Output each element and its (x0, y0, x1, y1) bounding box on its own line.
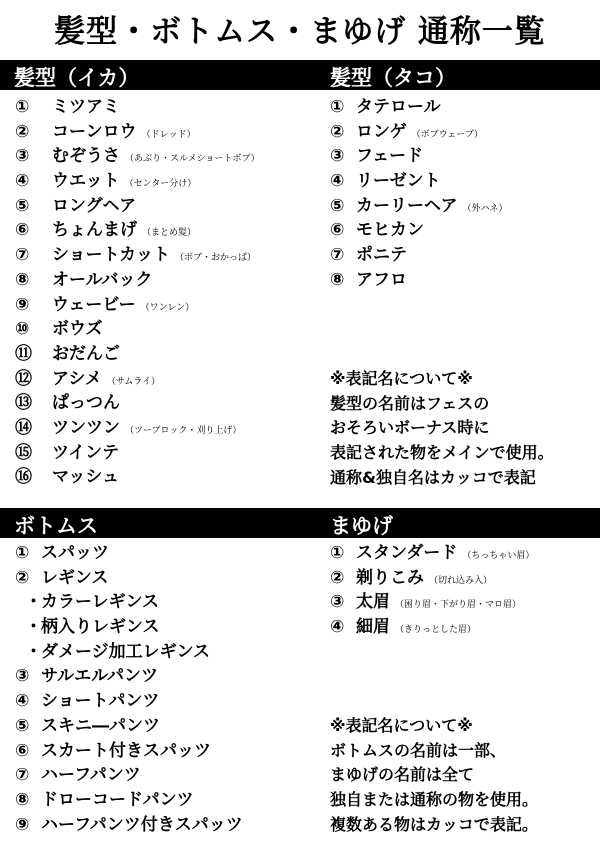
item-note: （困り眉・下がり眉・マロ眉） (395, 600, 522, 611)
item-note: （ボブ・おかっぱ） (174, 253, 256, 264)
hair-note-line: 髪型の名前はフェスの (330, 393, 490, 413)
eyebrow-note-line: 複数ある物はカッコで表記。 (330, 814, 538, 834)
item-note: （外ハネ） (462, 203, 508, 214)
hair-squid-item (15, 268, 260, 293)
hair-squid-item (15, 293, 260, 318)
hair-squid-item (15, 416, 260, 441)
item-name: ツインテ (52, 442, 120, 463)
item-name: リーゼント (356, 171, 441, 192)
item-name: カーリーヘア (356, 195, 458, 216)
item-number: ③ (330, 146, 345, 167)
bottoms-item (15, 664, 243, 689)
item-name: ショートパンツ (41, 691, 160, 712)
item-note: （あぶり・スルメショートボブ） (125, 154, 260, 165)
eyebrow-note-line: まゆげの名前は全て (330, 765, 475, 785)
hair-squid-item (15, 342, 260, 367)
item-number: ③ (15, 666, 30, 687)
header-eyebrows: まゆげ (330, 514, 393, 538)
item-name: 柄入りレギンス (41, 617, 160, 638)
hair-squid-item (15, 317, 260, 342)
item-name: ぱっつん (52, 393, 120, 414)
hair-squid-item (15, 465, 260, 490)
item-name: マッシュ (52, 467, 119, 488)
item-number: ① (330, 543, 345, 563)
item-number: ⑤ (330, 195, 345, 216)
bottoms-item (15, 590, 243, 615)
bottoms-item (15, 640, 243, 665)
hair-squid-item (15, 243, 260, 268)
item-name: モヒカン (356, 220, 424, 241)
item-number: ⑤ (15, 715, 30, 736)
item-note: （ツーブロック・刈り上げ） (125, 425, 242, 436)
item-name: レギンス (41, 567, 109, 588)
item-name: おだんご (52, 343, 120, 364)
item-name: ポニテ (356, 245, 407, 266)
bullet-marker: ・ (25, 641, 42, 662)
hair-squid-item (15, 441, 260, 466)
bullet-marker: ・ (25, 617, 42, 638)
item-note: （ボブウェーブ） (411, 129, 483, 140)
item-number: ⑫ (15, 368, 32, 389)
hair-octo-item (330, 218, 508, 243)
item-name: 剃りこみ (356, 567, 424, 588)
item-number: ④ (15, 691, 30, 712)
item-name: スキニ―パンツ (41, 715, 160, 736)
hair-note-line: おそろいボーナス時に (330, 418, 490, 438)
item-name: 太眉 (356, 592, 390, 613)
bottoms-item (15, 541, 243, 566)
header-bottoms: ボトムス (14, 514, 98, 538)
item-number: ⑯ (15, 467, 32, 488)
item-name: 細眉 (356, 617, 390, 638)
hair-squid-item (15, 120, 260, 145)
item-number: ② (15, 121, 30, 142)
item-name: ロングヘア (52, 195, 137, 216)
hair-squid-item (15, 95, 260, 120)
item-number: ⑥ (15, 740, 30, 761)
item-number: ⑨ (15, 294, 30, 315)
item-name: ウエット (52, 171, 120, 192)
item-number: ⑩ (15, 319, 30, 340)
hair-squid-list (15, 95, 260, 490)
item-number: ③ (330, 592, 345, 613)
item-number: ⑦ (15, 765, 30, 786)
hair-squid-item (15, 391, 260, 416)
item-name: ボウズ (52, 319, 103, 340)
hair-octo-item (330, 268, 508, 293)
hair-squid-item (15, 194, 260, 219)
item-name: むぞうさ (52, 146, 120, 167)
eyebrow-note-heading: ※表記名について※ (330, 716, 473, 735)
hair-note-heading: ※表記名について※ (330, 369, 473, 388)
bottoms-item (15, 566, 243, 591)
hair-octo-item (330, 194, 508, 219)
eyebrow-note-line: ボトムスの名前は一部、 (330, 740, 507, 760)
item-number: ⑥ (15, 220, 30, 241)
bottoms-item (15, 689, 243, 714)
item-name: オールバック (52, 269, 153, 290)
item-note: （センター分け） (124, 179, 197, 190)
item-number: ⑧ (15, 269, 30, 290)
bottoms-list (15, 541, 243, 837)
item-name: ロンゲ (356, 121, 407, 142)
hair-octo-item (330, 95, 508, 120)
hair-note-line: 表記された物をメインで使用。 (330, 443, 554, 463)
item-name: ウェービー (52, 294, 136, 315)
item-note: （きりっとした眉） (395, 625, 477, 636)
item-name: ちょんまげ (52, 220, 137, 241)
item-name: フェード (356, 146, 424, 167)
item-name: スパッツ (41, 543, 109, 563)
item-number: ⑦ (330, 245, 345, 266)
bottoms-eyebrows-notes (330, 714, 538, 837)
item-number: ⑬ (15, 393, 32, 414)
hair-octo-item (330, 144, 508, 169)
hair-squid-item (15, 218, 260, 243)
bottoms-item (15, 788, 243, 813)
item-number: ④ (330, 171, 345, 192)
hair-squid-item (15, 169, 260, 194)
eyebrow-note-line: 独自または通称の物を使用。 (330, 790, 539, 810)
item-number: ② (330, 121, 345, 142)
item-name: ダメージ加工レギンス (41, 641, 210, 662)
hair-squid-item (15, 367, 260, 392)
item-name: スカート付きスパッツ (41, 740, 211, 761)
item-note: （ドレッド） (141, 129, 196, 140)
item-number: ③ (15, 146, 30, 167)
hair-octo-item (330, 169, 508, 194)
item-number: ① (15, 97, 30, 117)
item-name: ドローコードパンツ (41, 789, 194, 810)
eyebrows-item (330, 590, 534, 615)
header-bar-hair (0, 60, 600, 90)
item-number: ④ (330, 617, 345, 638)
header-bar-bottoms (0, 508, 600, 538)
item-name: カラーレギンス (41, 592, 159, 613)
bullet-marker: ・ (25, 592, 42, 613)
item-note: （サムライ） (106, 376, 161, 387)
item-name: ハーフパンツ付きスパッツ (41, 814, 243, 835)
item-number: ① (15, 543, 30, 563)
bottoms-item (15, 763, 243, 788)
item-name: アシメ (52, 368, 102, 389)
bottoms-item (15, 813, 243, 838)
hair-octo-list (330, 95, 508, 293)
item-number: ④ (15, 171, 30, 192)
item-number: ⑨ (15, 814, 30, 835)
item-number: ② (15, 567, 30, 588)
eyebrows-item (330, 615, 534, 640)
item-number: ⑧ (15, 789, 30, 810)
item-name: アフロ (356, 269, 407, 290)
header-hair-squid: 髪型（イカ） (14, 66, 140, 90)
item-note: （切れ込み入） (429, 575, 493, 586)
item-number: ⑤ (15, 195, 30, 216)
page-title: 髪型・ボトムス・まゆげ 通称一覧 (54, 14, 546, 50)
item-number: ⑧ (330, 269, 345, 290)
item-number: ⑦ (15, 245, 30, 266)
bottoms-item (15, 739, 243, 764)
item-name: コーンロウ (52, 121, 137, 142)
item-number: ⑭ (15, 417, 32, 438)
item-name: ツンツン (52, 417, 120, 438)
hair-note-line: 通称&独自名はカッコで表記 (330, 467, 536, 487)
item-name: ハーフパンツ (41, 765, 141, 786)
item-name: タテロール (356, 97, 441, 117)
item-number: ⑮ (15, 442, 32, 463)
hair-octo-item (330, 243, 508, 268)
hair-squid-item (15, 144, 260, 169)
item-note: （ちっちゃい眉） (462, 551, 535, 561)
item-number: ② (330, 567, 345, 588)
item-number: ⑪ (15, 343, 32, 364)
item-number: ⑥ (330, 220, 345, 241)
hair-octo-item (330, 120, 508, 145)
item-name: ショートカット (52, 245, 170, 266)
eyebrows-item (330, 541, 534, 566)
item-name: スタンダード (356, 543, 458, 563)
item-name: ミツアミ (52, 97, 120, 117)
item-name: サルエルパンツ (41, 666, 158, 687)
header-hair-octo: 髪型（タコ） (330, 66, 456, 90)
item-note: （ワンレン） (140, 302, 195, 313)
item-note: （まとめ髪） (142, 228, 197, 239)
eyebrows-list (330, 541, 534, 640)
bottoms-item (15, 615, 243, 640)
hair-notes (330, 367, 554, 490)
bottoms-item (15, 714, 243, 739)
item-number: ① (330, 97, 345, 117)
eyebrows-item (330, 566, 534, 591)
